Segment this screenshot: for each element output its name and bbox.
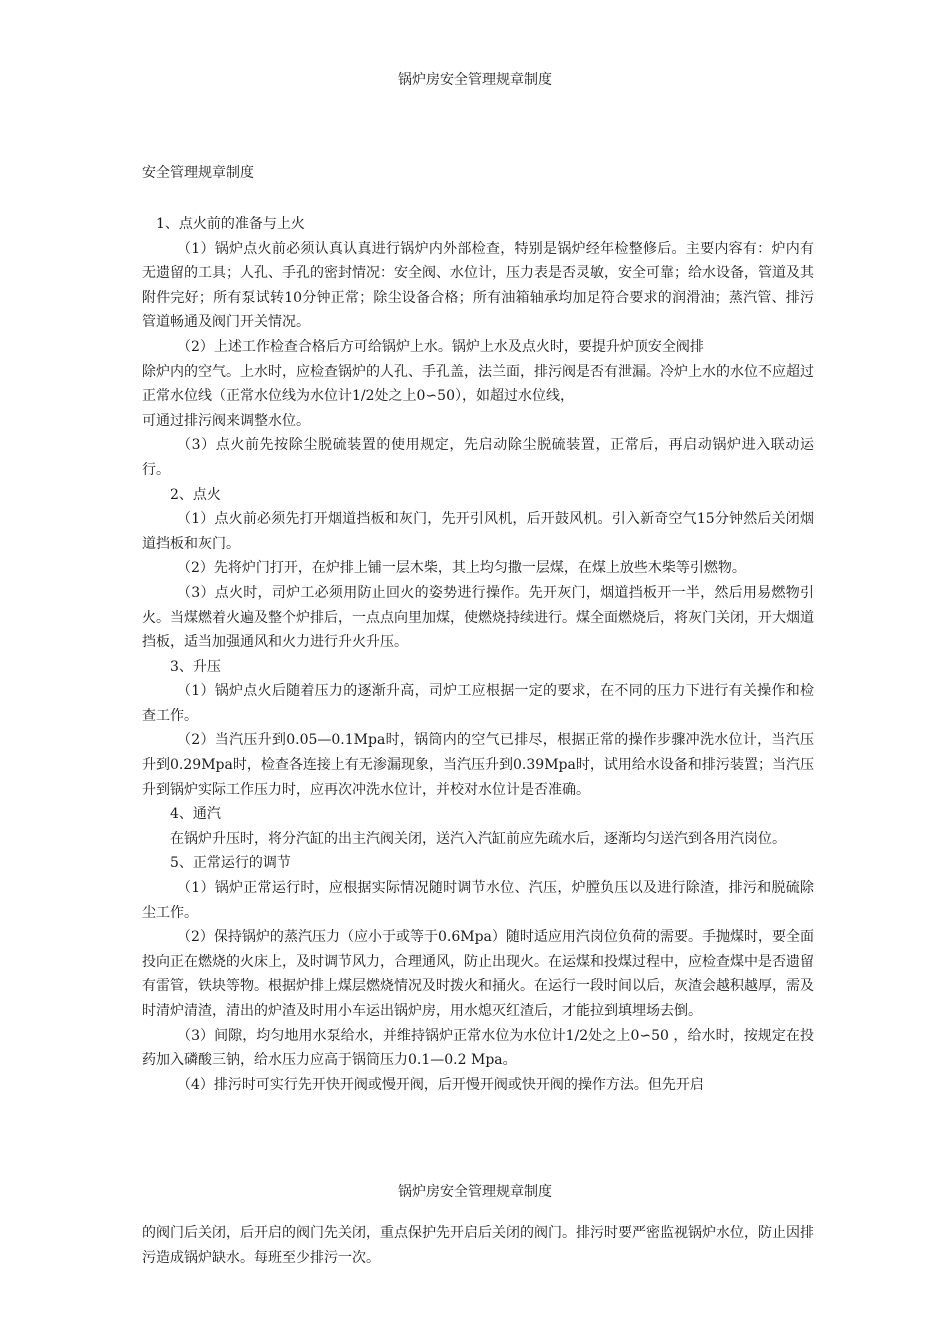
paragraph: （2）当汽压升到0.05—0.1Mpa时，锅筒内的空气已排尽，根据正常的操作步骤冲洗水位计，当汽压升到0.29Mpa时，检查各连接上有无渗漏现象，当汽压升到0.39Mpa时，试用给水设备和排污装置；当汽压升到锅炉实际工作压力时，应再次冲洗水位计，并校对水位计是否准确。 [142,732,814,798]
continuation-paragraph: 的阀门后关闭，后开启的阀门先关闭，重点保护先开启后关闭的阀门。排污时要严密监视锅炉水位，防止因排污造成锅炉缺水。每班至少排污一次。 [142,1225,814,1266]
paragraph: （1）点火前必须先打开烟道挡板和灰门，先开引风机，后开鼓风机。引入新奇空气15分钟然后关闭烟道挡板和灰门。 [142,511,814,552]
paragraph: （3）点火前先按除尘脱硫装置的使用规定，先启动除尘脱硫装置，正常后，再启动锅炉进入联动运行。 [142,437,814,478]
section-heading: 1、点火前的准备与上火 [156,216,305,232]
paragraph: 在锅炉升压时，将分汽缸的出主汽阀关闭，送汽入汽缸前应先疏水后，逐渐均匀送汽到各用汽岗位。 [170,830,786,847]
paragraph: （1）锅炉点火前必须认真认真进行锅炉内外部检查，特别是锅炉经年检整修后。主要内容有：炉内有无遗留的工具；人孔、手孔的密封情况：安全阀、水位计，压力表是否灵敏，安全可靠；给水设备，管道及其附件完好；所有泵试转10分钟正常；除尘设备合格；所有油箱轴承均加足符合要求的润滑油；蒸汽管、排污管道畅通及阀门开关情况。 [142,240,814,331]
paragraph: （2）上述工作检查合格后方可给锅炉上水。锅炉上水及点火时，要提升炉顶安全阀排 [177,338,704,355]
paragraph: （1）锅炉正常运行时，应根据实际情况随时调节水位、汽压，炉膛负压以及进行除渣，排污和脱硫除尘工作。 [142,880,814,921]
paragraph: 除炉内的空气。上水时，应检查锅炉的人孔、手孔盖，法兰面，排污阀是否有泄漏。冷炉上水的水位不应超过正常水位线（正常水位线为水位计1/2处之上0∽50），如超过水位线， [142,363,814,405]
document-title: 安全管理规章制度 [142,165,254,181]
section-heading: 5、正常运行的调节 [170,855,291,872]
document-body [142,212,814,1097]
paragraph: （1）锅炉点火后随着压力的逐渐升高，司炉工应根据一定的要求，在不同的压力下进行有关操作和检查工作。 [142,683,814,724]
paragraph: （3）点火时，司炉工必须用防止回火的姿势进行操作。先开灰门，烟道挡板开一半，然后用易燃物引火。当煤燃着火遍及整个炉排后，一点点向里加煤，使燃烧持续进行。煤全面燃烧后，将灰门关闭，开大烟道挡板，适当加强通风和火力进行升火升压。 [142,584,814,651]
page-header-title: 锅炉房安全管理规章制度 [398,72,552,88]
paragraph: （3）间隙，均匀地用水泵给水，并维持锅炉正常水位为水位计1/2处之上0∽50 ，给水时，按规定在投药加入磷酸三钠，给水压力应高于锅筒压力0.1—0.2 Mpa。 [142,1027,814,1069]
page-footer-title: 锅炉房安全管理规章制度 [398,1184,552,1200]
section-heading: 4、通汽 [170,806,221,823]
section-heading: 2、点火 [170,486,221,503]
paragraph: （2）先将炉门打开，在炉排上铺一层木柴，其上均匀撒一层煤，在煤上放些木柴等引燃物。 [177,560,746,577]
paragraph: （2）保持锅炉的蒸汽压力（应小于或等于0.6Mpa）随时适应用汽岗位负荷的需要。手抛煤时，要全面投向正在燃烧的火床上，及时调节风力，合理通风，防止出现火。在运煤和投煤过程中，应检查煤中是否遗留有雷管，铁块等物。根据炉排上煤层燃烧情况及时拨火和捅火。在运行一段时间以后，灰渣会越积越厚，需及时清炉清渣，清出的炉渣及时用小车运出锅炉房，用水熄灭红渣后，才能拉到填埋场去倒。 [142,929,814,1019]
paragraph: 可通过排污阀来调整水位。 [142,412,310,429]
paragraph: （4）排污时可实行先开快开阀或慢开阀，后开慢开阀或快开阀的操作方法。但先开启 [177,1076,704,1093]
section-heading: 3、升压 [170,658,221,675]
